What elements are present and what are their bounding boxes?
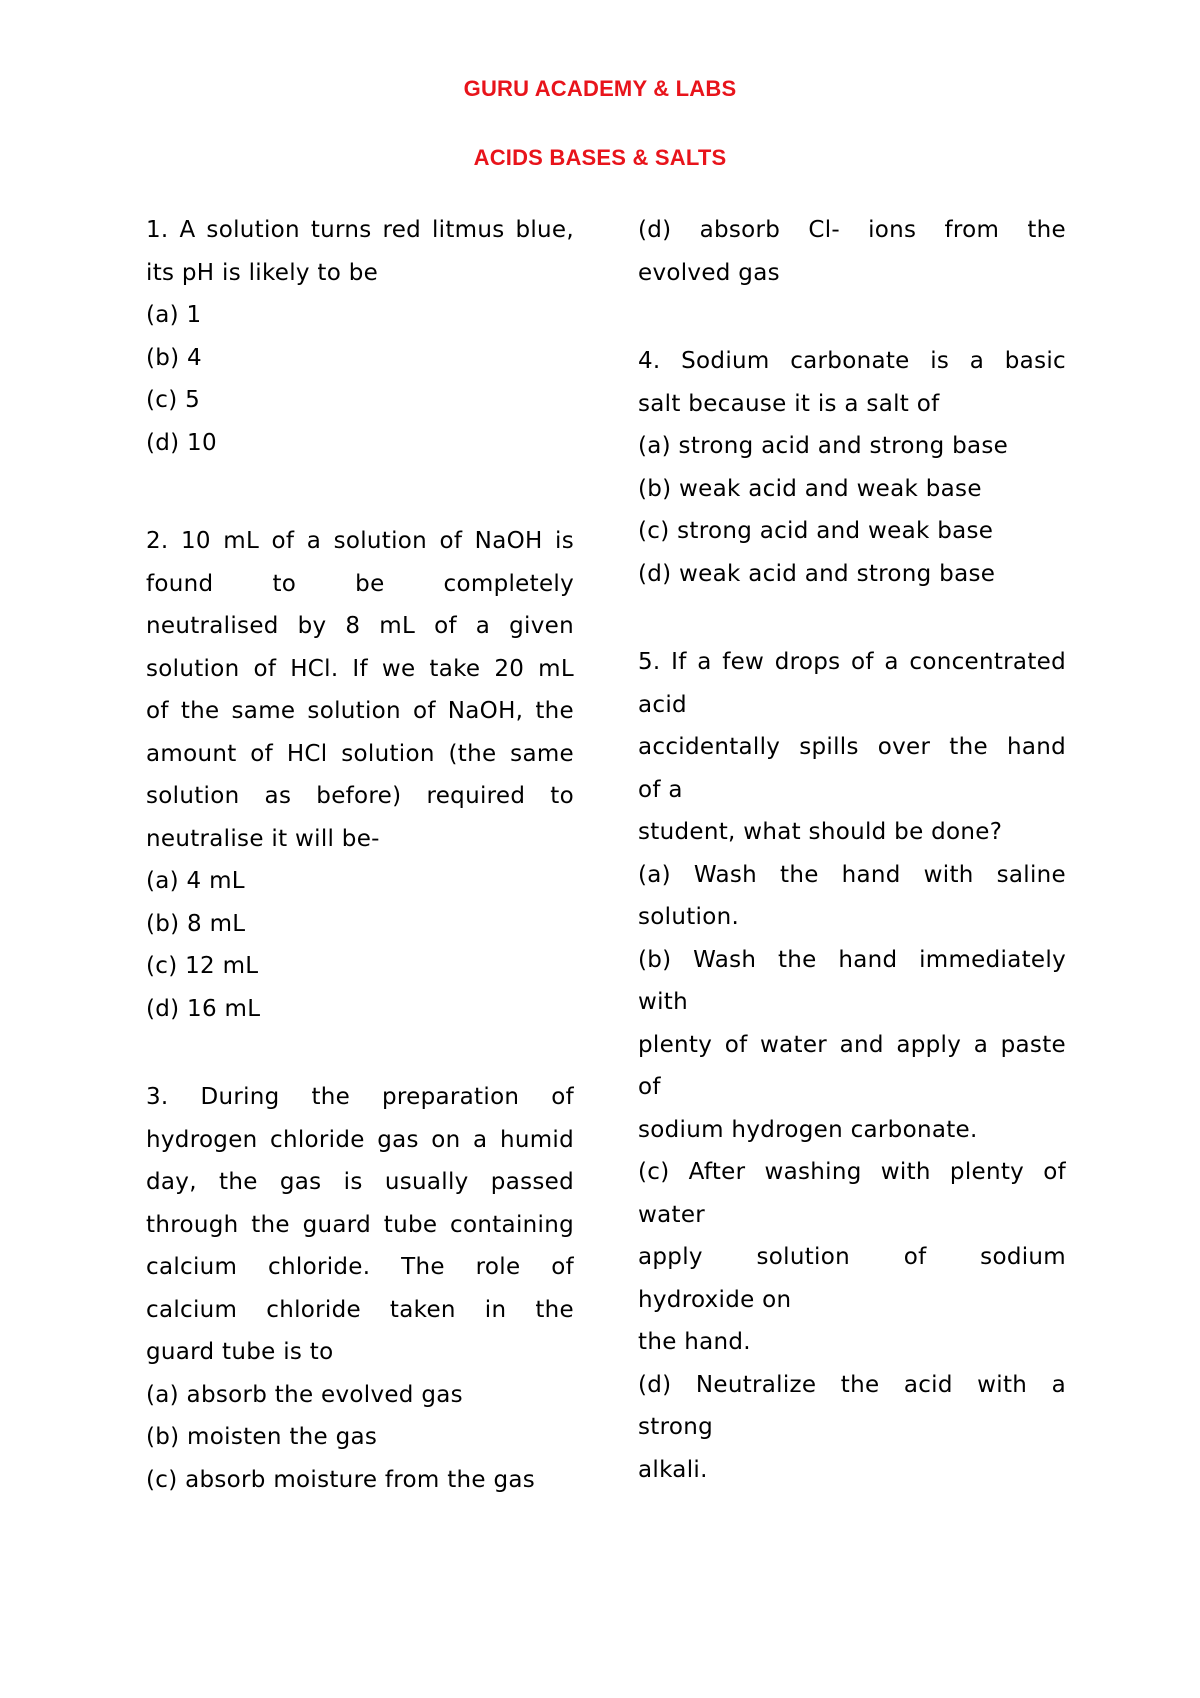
question-5-option-c-continued: hydroxide on — [638, 1286, 792, 1313]
question-5-text-line: student, what should be done? — [638, 819, 1003, 845]
question-3-option-c: (c) absorb moisture from the gas — [146, 1466, 536, 1493]
left-column — [146, 209, 574, 1501]
question-1-text-line: its pH is likely to be — [146, 259, 379, 286]
question-1 — [146, 209, 574, 464]
question-3-option-d: (d) absorb Cl- ions from the — [638, 217, 1066, 243]
question-3-text-line: through the guard tube containing — [146, 1211, 574, 1238]
question-5-option-b-continued: of — [638, 1074, 661, 1100]
question-3-text-line: calcium chloride. The role of — [146, 1254, 574, 1280]
question-5-option-b: (b) Wash the hand immediately — [638, 946, 1066, 973]
question-5-option-b-continued: plenty of water and apply a paste — [638, 1031, 1066, 1058]
question-5-option-c: (c) After washing with plenty of — [638, 1159, 1066, 1185]
question-4-option-a: (a) strong acid and strong base — [638, 433, 1009, 459]
question-4-option-d: (d) weak acid and strong base — [638, 560, 996, 587]
question-5-option-a-continued: solution. — [638, 904, 740, 930]
question-3-text-line: calcium chloride taken in the — [146, 1296, 574, 1323]
question-4-option-c: (c) strong acid and weak base — [638, 518, 994, 544]
question-2-text-line: solution as before) required to — [146, 783, 574, 809]
question-3-text-line: 3. During the preparation of — [146, 1084, 574, 1110]
question-1-option-d: (d) 10 — [146, 429, 217, 456]
question-3-continued — [638, 209, 1066, 294]
question-2-option-d: (d) 16 mL — [146, 995, 261, 1022]
question-5-option-d: (d) Neutralize the acid with a — [638, 1371, 1066, 1398]
question-4 — [638, 340, 1066, 595]
question-5-option-b-continued: with — [638, 989, 688, 1015]
question-2-text-line: solution of HCl. If we take 20 mL — [146, 655, 574, 682]
question-2-option-a: (a) 4 mL — [146, 868, 245, 894]
question-5-text-line: acid — [638, 691, 687, 718]
spacer — [146, 1030, 574, 1076]
question-5-option-d-continued: strong — [638, 1414, 714, 1440]
question-5-text-line: of a — [638, 776, 683, 803]
question-1-option-a: (a) 1 — [146, 302, 202, 328]
question-5-option-c-continued: apply solution of sodium — [638, 1244, 1066, 1270]
question-2-text-line: neutralised by 8 mL of a given — [146, 613, 574, 639]
question-2-text-line: 2. 10 mL of a solution of NaOH is — [146, 528, 574, 554]
question-1-text-line: 1. A solution turns red litmus blue, — [146, 217, 574, 243]
spacer — [146, 464, 574, 520]
question-5-option-a: (a) Wash the hand with saline — [638, 861, 1066, 888]
question-5 — [638, 641, 1066, 1491]
right-column — [638, 209, 1066, 1491]
question-4-text-line: 4. Sodium carbonate is a basic — [638, 348, 1066, 374]
question-3-option-d-continued: evolved gas — [638, 259, 780, 286]
spacer — [638, 595, 1066, 641]
question-3-text-line: hydrogen chloride gas on a humid — [146, 1126, 574, 1153]
question-3-option-a: (a) absorb the evolved gas — [146, 1381, 463, 1408]
question-1-option-c: (c) 5 — [146, 387, 201, 413]
question-5-option-c-continued: the hand. — [638, 1329, 751, 1355]
document-title: GURU ACADEMY & LABS — [463, 76, 737, 101]
question-2-text-line: amount of HCl solution (the same — [146, 740, 574, 767]
question-5-text-line: 5. If a few drops of a concentrated — [638, 649, 1066, 675]
spacer — [638, 294, 1066, 340]
question-1-option-b: (b) 4 — [146, 344, 202, 371]
question-2 — [146, 520, 574, 1030]
question-2-text-line: found to be completely — [146, 570, 574, 597]
question-2-text-line: of the same solution of NaOH, the — [146, 698, 574, 724]
question-2-text-line: neutralise it will be- — [146, 825, 380, 852]
question-5-option-d-continued: alkali. — [638, 1456, 708, 1483]
question-3-text-line: day, the gas is usually passed — [146, 1169, 574, 1195]
question-4-option-b: (b) weak acid and weak base — [638, 475, 982, 502]
question-5-option-c-continued: water — [638, 1201, 706, 1228]
question-2-option-b: (b) 8 mL — [146, 910, 246, 937]
question-5-option-b-continued: sodium hydrogen carbonate. — [638, 1116, 978, 1143]
question-3-text-line: guard tube is to — [146, 1339, 334, 1365]
question-3 — [146, 1076, 574, 1501]
question-2-option-c: (c) 12 mL — [146, 953, 259, 979]
question-4-text-line: salt because it is a salt of — [638, 390, 940, 417]
question-5-text-line: accidentally spills over the hand — [638, 734, 1066, 760]
document-subtitle: ACIDS BASES & SALTS — [473, 145, 727, 170]
question-3-option-b: (b) moisten the gas — [146, 1424, 378, 1450]
